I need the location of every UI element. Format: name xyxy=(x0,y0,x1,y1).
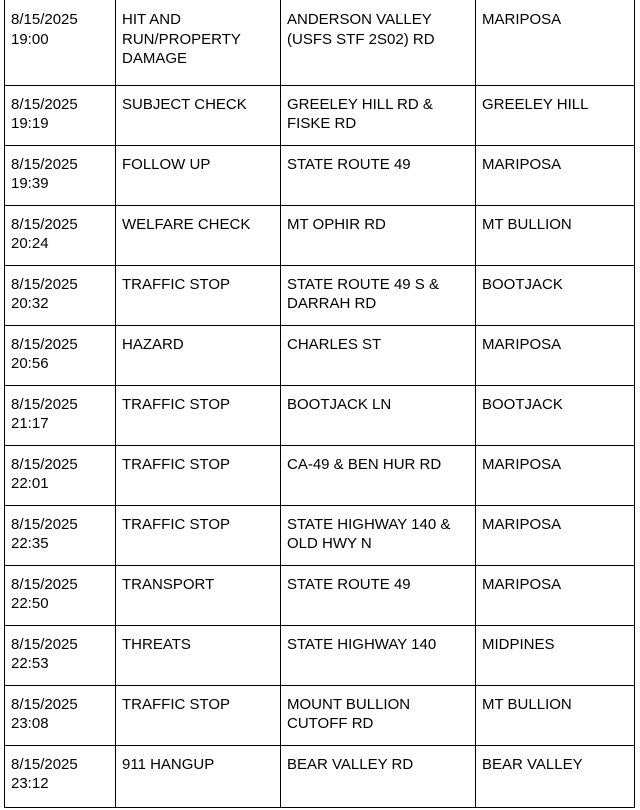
area-cell xyxy=(476,685,635,745)
table-row xyxy=(5,145,635,205)
call-type-cell xyxy=(116,325,281,385)
table-row xyxy=(5,265,635,325)
date-text: 8/15/2025 xyxy=(11,395,78,413)
location-cell xyxy=(281,745,476,807)
area-text: BOOTJACK xyxy=(482,275,563,293)
area-cell xyxy=(476,745,635,807)
table-row xyxy=(5,325,635,385)
call-type-text: TRAFFIC STOP xyxy=(122,695,231,713)
date-text: 8/15/2025 xyxy=(11,215,78,233)
date-time-cell xyxy=(5,145,116,205)
date-text: 8/15/2025 xyxy=(11,95,78,113)
area-text: MARIPOSA xyxy=(482,515,562,533)
table-row xyxy=(5,745,635,807)
table-row xyxy=(5,0,635,85)
area-cell xyxy=(476,85,635,145)
date-time-cell xyxy=(5,445,116,505)
date-text: 8/15/2025 xyxy=(11,335,78,353)
area-text: MARIPOSA xyxy=(482,155,562,173)
area-text: BEAR VALLEY xyxy=(482,755,583,773)
date-text: 8/15/2025 xyxy=(11,515,78,533)
location-cell xyxy=(281,0,476,85)
location-text: BEAR VALLEY RD xyxy=(287,755,414,773)
location-text: CHARLES ST xyxy=(287,335,382,353)
time-text: 19:00 xyxy=(11,30,49,48)
call-type-text: TRAFFIC STOP xyxy=(122,455,231,473)
time-text: 23:12 xyxy=(11,775,49,792)
date-time-cell xyxy=(5,625,116,685)
location-cell xyxy=(281,625,476,685)
area-text: MT BULLION xyxy=(482,695,572,713)
location-cell xyxy=(281,325,476,385)
call-type-text: WELFARE CHECK xyxy=(122,215,251,233)
date-time-cell xyxy=(5,385,116,445)
area-text: MARIPOSA xyxy=(482,11,562,28)
date-time-cell xyxy=(5,205,116,265)
area-cell xyxy=(476,445,635,505)
time-text: 19:39 xyxy=(11,175,49,192)
call-type-text: HAZARD xyxy=(122,335,184,353)
location-text: STATE HIGHWAY 140 & OLD HWY N xyxy=(287,515,451,552)
location-text: GREELEY HILL RD & FISKE RD xyxy=(287,95,433,132)
area-cell xyxy=(476,145,635,205)
time-text: 22:01 xyxy=(11,475,49,492)
area-cell xyxy=(476,0,635,85)
call-type-text: TRAFFIC STOP xyxy=(122,395,231,413)
call-type-cell xyxy=(116,625,281,685)
area-text: GREELEY HILL xyxy=(482,95,589,113)
location-cell xyxy=(281,445,476,505)
call-type-text: SUBJECT CHECK xyxy=(122,95,247,113)
area-cell xyxy=(476,205,635,265)
location-cell xyxy=(281,265,476,325)
call-type-cell xyxy=(116,265,281,325)
location-text: STATE ROUTE 49 S & DARRAH RD xyxy=(287,275,439,312)
location-cell xyxy=(281,685,476,745)
date-text: 8/15/2025 xyxy=(11,755,78,773)
time-text: 22:53 xyxy=(11,655,49,672)
date-time-cell xyxy=(5,0,116,85)
date-time-cell xyxy=(5,685,116,745)
date-time-cell xyxy=(5,505,116,565)
location-text: STATE ROUTE 49 xyxy=(287,155,411,173)
date-time-cell xyxy=(5,265,116,325)
table-row xyxy=(5,445,635,505)
call-type-cell xyxy=(116,565,281,625)
time-text: 22:35 xyxy=(11,535,49,552)
dispatch-log-body xyxy=(5,0,635,807)
table-row xyxy=(5,565,635,625)
area-cell xyxy=(476,625,635,685)
location-text: STATE ROUTE 49 xyxy=(287,575,411,593)
date-text: 8/15/2025 xyxy=(11,275,78,293)
time-text: 20:56 xyxy=(11,355,49,372)
area-cell xyxy=(476,385,635,445)
table-row xyxy=(5,385,635,445)
call-type-text: 911 HANGUP xyxy=(122,755,215,773)
call-type-text: THREATS xyxy=(122,635,191,653)
table-row xyxy=(5,205,635,265)
call-type-cell xyxy=(116,205,281,265)
date-text: 8/15/2025 xyxy=(11,455,78,473)
table-row xyxy=(5,685,635,745)
location-text: BOOTJACK LN xyxy=(287,395,392,413)
date-text: 8/15/2025 xyxy=(11,11,78,28)
location-text: CA-49 & BEN HUR RD xyxy=(287,455,442,473)
call-type-text: HIT AND RUN/PROPERTY DAMAGE xyxy=(122,11,241,67)
date-text: 8/15/2025 xyxy=(11,635,78,653)
date-text: 8/15/2025 xyxy=(11,155,78,173)
call-type-cell xyxy=(116,85,281,145)
call-type-cell xyxy=(116,685,281,745)
table-row xyxy=(5,625,635,685)
call-type-cell xyxy=(116,145,281,205)
area-cell xyxy=(476,505,635,565)
date-text: 8/15/2025 xyxy=(11,575,78,593)
call-type-text: TRAFFIC STOP xyxy=(122,515,231,533)
area-text: MARIPOSA xyxy=(482,575,562,593)
location-text: MT OPHIR RD xyxy=(287,215,386,233)
location-cell xyxy=(281,565,476,625)
location-cell xyxy=(281,85,476,145)
call-type-text: TRAFFIC STOP xyxy=(122,275,231,293)
call-type-text: FOLLOW UP xyxy=(122,155,211,173)
location-text: ANDERSON VALLEY (USFS STF 2S02) RD xyxy=(287,11,435,48)
call-type-text: TRANSPORT xyxy=(122,575,215,593)
dispatch-log-table xyxy=(4,0,635,808)
time-text: 20:24 xyxy=(11,235,49,252)
location-cell xyxy=(281,505,476,565)
area-text: BOOTJACK xyxy=(482,395,563,413)
area-text: MT BULLION xyxy=(482,215,572,233)
location-text: STATE HIGHWAY 140 xyxy=(287,635,437,653)
area-cell xyxy=(476,265,635,325)
time-text: 19:19 xyxy=(11,115,49,132)
date-time-cell xyxy=(5,745,116,807)
time-text: 20:32 xyxy=(11,295,49,312)
area-cell xyxy=(476,325,635,385)
date-time-cell xyxy=(5,325,116,385)
call-type-cell xyxy=(116,0,281,85)
call-type-cell xyxy=(116,385,281,445)
date-time-cell xyxy=(5,85,116,145)
area-cell xyxy=(476,565,635,625)
time-text: 23:08 xyxy=(11,715,49,732)
date-time-cell xyxy=(5,565,116,625)
call-type-cell xyxy=(116,745,281,807)
time-text: 22:50 xyxy=(11,595,49,612)
area-text: MARIPOSA xyxy=(482,455,562,473)
location-cell xyxy=(281,385,476,445)
date-text: 8/15/2025 xyxy=(11,695,78,713)
area-text: MIDPINES xyxy=(482,635,555,653)
call-type-cell xyxy=(116,505,281,565)
area-text: MARIPOSA xyxy=(482,335,562,353)
table-row xyxy=(5,505,635,565)
location-cell xyxy=(281,205,476,265)
location-cell xyxy=(281,145,476,205)
call-type-cell xyxy=(116,445,281,505)
table-row xyxy=(5,85,635,145)
time-text: 21:17 xyxy=(11,415,49,432)
location-text: MOUNT BULLION CUTOFF RD xyxy=(287,695,411,732)
